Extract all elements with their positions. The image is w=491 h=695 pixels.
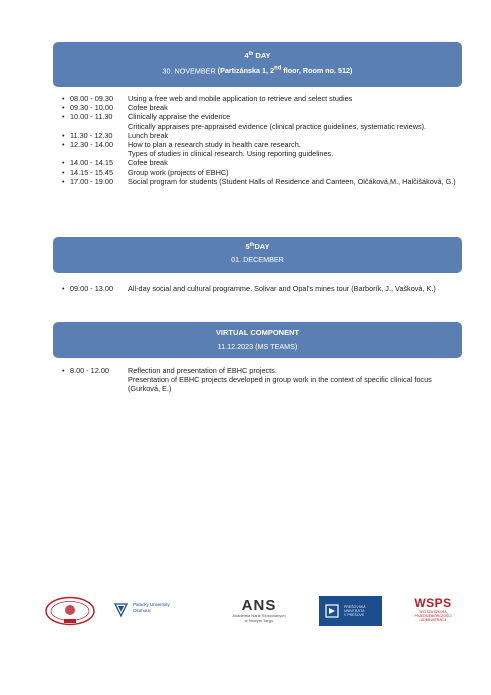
description-line: Lunch break [128, 130, 169, 140]
item-time: 08.00 - 09.30 [70, 94, 114, 103]
virtual-title: VIRTUAL COMPONENT [215, 328, 300, 337]
bullet-icon: • [62, 130, 65, 140]
item-time: 17.00 - 19.00 [70, 176, 114, 186]
description-line: Social program for students (Student Halls of Residence and Canteen, Olčáková,M., Halčišáková, G.) [128, 176, 456, 186]
item-time: 12.30 - 14.00 [70, 140, 114, 150]
item-time: 8.00 - 12.00 [70, 366, 109, 375]
virtual-schedule [62, 366, 462, 394]
bullet-icon: • [62, 94, 65, 103]
schedule-item [62, 284, 462, 293]
description-line: Cofee break [128, 158, 168, 168]
description-line: Critically appraises pre-appraised evidence (clinical practice guidelines, systematic reviews). [128, 121, 427, 131]
day5-schedule [62, 284, 462, 293]
ans-logo: ANS Akademia Nauk Stosowanych w Nowym Targu [232, 597, 286, 623]
item-description [128, 177, 462, 186]
day4-schedule [62, 94, 462, 186]
item-description [128, 140, 462, 158]
day4-title: 4th DAY [244, 51, 271, 60]
schedule-item [62, 177, 462, 186]
item-time: 10.00 - 11.30 [70, 112, 113, 122]
wsps-logo: WSPS WYŻSZA SZKOŁA PRZEDSIĘBIORCZOŚCI I ADMINISTRACJI [414, 596, 452, 622]
university-seal-logo [44, 596, 96, 626]
bullet-icon: • [62, 167, 65, 177]
presov-emblem-icon [325, 604, 339, 618]
description-line: How to plan a research study in health care research. [128, 140, 301, 150]
bullet-icon: • [62, 176, 65, 186]
description-line: Reflection and presentation of EBHC projects. [128, 366, 277, 375]
description-line: Group work (projects of EBHC) [128, 167, 229, 177]
day4-subtitle: 30. NOVEMBER (Partizánska 1, 2nd floor, Room no. 512) [162, 66, 353, 76]
up-emblem-icon [113, 602, 129, 618]
item-description [128, 103, 462, 112]
schedule-item [62, 158, 462, 167]
presov-university-logo: PREŠOVSKÁ UNIVERZITA V PREŠOVE [319, 596, 382, 626]
schedule-item [62, 94, 462, 103]
description-line: Presentation of EBHC projects developed in group work in the context of specific clinical focus (Gurková, E.) [128, 375, 432, 394]
bullet-icon: • [62, 140, 65, 150]
bullet-icon: • [62, 366, 65, 375]
day5-title: 5thDAY [245, 242, 270, 251]
virtual-subtitle: 11.12.2023 (MS TEAMS) [217, 342, 298, 351]
item-description [128, 366, 462, 394]
day4-header [53, 42, 462, 87]
bullet-icon: • [62, 112, 65, 122]
schedule-item [62, 131, 462, 140]
bullet-icon: • [62, 158, 65, 168]
item-time: 14.00 - 14.15 [70, 158, 114, 168]
item-time: 09.30 - 10.00 [70, 103, 114, 113]
schedule-item [62, 140, 462, 158]
description-line: All-day social and cultural programme. Solivar and Opal's mines tour (Barborík, J., Vašková, K.) [128, 284, 436, 293]
day5-subtitle: 01. DECEMBER [231, 255, 284, 264]
schedule-item [62, 112, 462, 130]
item-time: 11.30 - 12.30 [70, 130, 113, 140]
virtual-header [53, 322, 462, 358]
schedule-item [62, 366, 462, 394]
item-description [128, 284, 462, 293]
bullet-icon: • [62, 103, 65, 113]
description-line: Using a free web and mobile application to retrieve and select studies [128, 94, 353, 103]
footer-logos [0, 594, 491, 630]
item-time: 14.15 - 15.45 [70, 167, 114, 177]
up-logo-text: Palacký University Olomouc [133, 602, 170, 613]
schedule-item [62, 168, 462, 177]
item-time: 09.00 - 13.00 [70, 284, 114, 293]
schedule-item [62, 103, 462, 112]
item-description [128, 131, 462, 140]
item-description [128, 168, 462, 177]
description-line: Clinically appraise the evidence [128, 112, 231, 122]
day5-header [53, 237, 462, 273]
description-line: Cofee break [128, 103, 168, 113]
item-description [128, 158, 462, 167]
bullet-icon: • [62, 284, 65, 293]
item-description [128, 112, 462, 130]
description-line: Types of studies in clinical research. Using reporting guidelines. [128, 149, 334, 159]
item-description [128, 94, 462, 103]
